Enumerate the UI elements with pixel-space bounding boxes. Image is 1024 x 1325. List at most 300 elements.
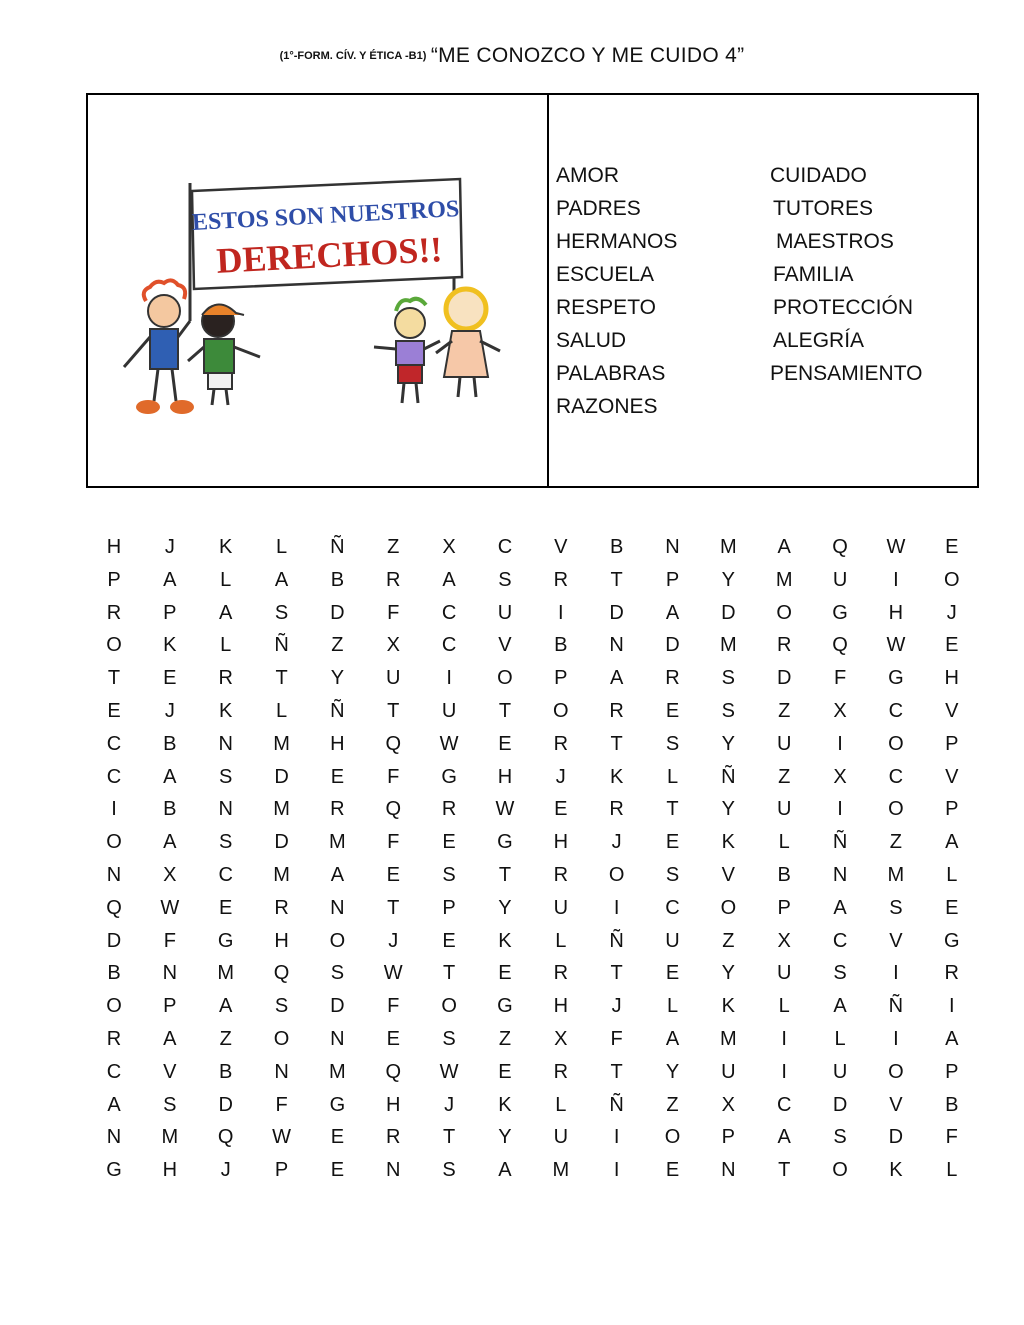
grid-letter: X xyxy=(833,699,847,722)
grid-letter: N xyxy=(832,863,848,886)
grid-letter: X xyxy=(163,863,177,886)
grid-letter: E xyxy=(665,831,680,854)
grid-letter: T xyxy=(442,1126,456,1149)
grid-row xyxy=(86,990,979,1023)
grid-letter: R xyxy=(776,634,792,657)
grid-letter: Ñ xyxy=(609,929,624,952)
grid-letter: I xyxy=(948,995,955,1018)
grid-letter: Z xyxy=(498,1027,512,1050)
grid-letter: F xyxy=(610,1027,623,1050)
word-list-item: CUIDADO xyxy=(770,164,867,187)
grid-row xyxy=(86,1089,979,1122)
grid-letter: P xyxy=(665,568,680,591)
word-list-item: PENSAMIENTO xyxy=(770,362,923,385)
word-list-item: RAZONES xyxy=(556,395,658,418)
grid-letter: W xyxy=(383,962,403,985)
grid-letter: E xyxy=(498,732,512,755)
grid-letter: J xyxy=(555,765,566,788)
grid-letter: A xyxy=(107,1093,121,1116)
grid-letter: P xyxy=(945,798,959,821)
grid-letter: C xyxy=(106,1060,122,1083)
grid-letter: V xyxy=(889,929,903,952)
grid-letter: O xyxy=(553,699,569,722)
grid-letter: Ñ xyxy=(330,699,345,722)
grid-letter: R xyxy=(386,568,401,591)
grid-letter: B xyxy=(945,1093,959,1116)
grid-letter: A xyxy=(609,667,624,690)
grid-letter: T xyxy=(666,798,679,821)
grid-letter: J xyxy=(388,929,399,952)
grid-letter: I xyxy=(558,601,564,624)
grid-letter: E xyxy=(665,962,680,985)
grid-letter: I xyxy=(893,1027,899,1050)
grid-letter: M xyxy=(720,634,737,657)
page-header xyxy=(0,44,1024,68)
page-title: “ME CONOZCO Y ME CUIDO 4” xyxy=(430,44,745,67)
grid-letter: B xyxy=(777,863,791,886)
grid-letter: U xyxy=(441,699,457,722)
grid-letter: P xyxy=(163,601,177,624)
grid-letter: E xyxy=(330,1159,345,1182)
grid-letter: A xyxy=(833,995,847,1018)
grid-letter: L xyxy=(834,1027,846,1050)
grid-row xyxy=(86,826,979,859)
grid-letter: X xyxy=(386,634,400,657)
grid-letter: Q xyxy=(217,1126,234,1149)
grid-letter: M xyxy=(720,536,737,558)
grid-letter: N xyxy=(386,1159,401,1182)
grid-letter: A xyxy=(163,1027,177,1050)
grid-letter: T xyxy=(498,863,512,886)
grid-letter: V xyxy=(554,536,568,558)
grid-letter: T xyxy=(107,667,121,690)
word-box xyxy=(86,93,979,488)
grid-letter: F xyxy=(945,1126,958,1149)
grid-letter: U xyxy=(553,1126,569,1149)
grid-letter: K xyxy=(219,699,233,722)
grid-letter: J xyxy=(611,831,622,854)
grid-letter: B xyxy=(609,536,624,558)
grid-letter: B xyxy=(554,634,568,657)
grid-letter: N xyxy=(330,1027,345,1050)
grid-letter: E xyxy=(163,667,177,690)
child-figure-1 xyxy=(124,280,194,414)
grid-letter: W xyxy=(439,1060,459,1083)
grid-letter: D xyxy=(721,601,736,624)
grid-letter: Z xyxy=(778,699,791,722)
grid-letter: G xyxy=(943,929,960,952)
grid-letter: C xyxy=(776,1093,792,1116)
grid-letter: N xyxy=(330,896,345,919)
grid-letter: A xyxy=(945,1027,959,1050)
grid-letter: M xyxy=(273,732,290,755)
grid-row xyxy=(86,564,979,597)
grid-letter: C xyxy=(665,896,680,919)
grid-letter: M xyxy=(720,1027,737,1050)
grid-letter: T xyxy=(387,896,400,919)
grid-letter: F xyxy=(387,831,400,854)
grid-letter: I xyxy=(781,1027,787,1050)
grid-letter: Y xyxy=(665,1060,680,1083)
word-list-item: TUTORES xyxy=(773,197,873,220)
grid-letter: O xyxy=(497,667,513,690)
grid-letter: Q xyxy=(273,962,290,985)
grid-letter: G xyxy=(832,601,848,624)
grid-letter: M xyxy=(775,568,793,591)
grid-row xyxy=(86,957,979,990)
grid-letter: R xyxy=(218,667,233,690)
grid-letter: U xyxy=(386,667,401,690)
grid-letter: H xyxy=(888,601,904,624)
grid-letter: Z xyxy=(219,1027,232,1050)
grid-letter: Q xyxy=(385,732,402,755)
grid-letter: L xyxy=(275,536,288,558)
grid-letter: X xyxy=(721,1093,736,1116)
grid-letter: D xyxy=(274,765,289,788)
grid-row xyxy=(86,695,979,728)
grid-letter: N xyxy=(274,1060,289,1083)
grid-letter: B xyxy=(107,962,121,985)
grid-letter: G xyxy=(497,995,513,1018)
grid-letter: E xyxy=(442,831,456,854)
grid-letter: Q xyxy=(832,536,848,558)
grid-letter: H xyxy=(162,1159,178,1182)
grid-letter: M xyxy=(329,1060,346,1083)
grid-letter: S xyxy=(833,962,847,985)
grid-letter: J xyxy=(611,995,622,1018)
grid-letter: I xyxy=(837,798,843,821)
grid-letter: E xyxy=(945,634,959,657)
grid-letter: X xyxy=(833,765,847,788)
grid-letter: R xyxy=(553,1060,569,1083)
grid-letter: T xyxy=(442,962,456,985)
grid-letter: C xyxy=(497,536,513,558)
grid-letter: E xyxy=(498,1060,512,1083)
grid-letter: T xyxy=(610,568,623,591)
grid-letter: I xyxy=(613,1126,620,1149)
grid-letter: U xyxy=(497,601,513,624)
word-list-item: PROTECCIÓN xyxy=(773,296,914,319)
grid-letter: Ñ xyxy=(330,536,345,558)
grid-letter: H xyxy=(386,1093,401,1116)
grid-letter: K xyxy=(219,536,233,558)
grid-letter: E xyxy=(386,1027,400,1050)
grid-letter: H xyxy=(553,995,569,1018)
grid-letter: H xyxy=(106,536,122,558)
grid-letter: O xyxy=(441,995,457,1018)
grid-letter: M xyxy=(161,1126,179,1149)
grid-letter: I xyxy=(893,568,899,591)
grid-letter: I xyxy=(613,1159,620,1182)
grid-letter: Q xyxy=(106,896,122,919)
grid-letter: S xyxy=(442,1027,456,1050)
grid-letter: A xyxy=(442,568,456,591)
sign-text-line1: ESTOS SON NUESTROS xyxy=(191,196,460,236)
grid-letter: P xyxy=(721,1126,736,1149)
grid-letter: A xyxy=(163,765,177,788)
grid-letter: E xyxy=(665,699,680,722)
grid-letter: T xyxy=(387,699,400,722)
subject-label: (1°-FORM. CÍV. Y ÉTICA -B1) xyxy=(279,50,427,62)
grid-letter: W xyxy=(495,798,515,821)
grid-letter: A xyxy=(330,863,345,886)
grid-letter: A xyxy=(163,831,177,854)
grid-letter: M xyxy=(273,798,290,821)
grid-letter: E xyxy=(219,896,233,919)
grid-row xyxy=(86,925,979,958)
child-figure-4 xyxy=(436,289,500,397)
grid-letter: R xyxy=(553,732,569,755)
grid-letter: J xyxy=(444,1093,455,1116)
grid-letter: S xyxy=(274,601,289,624)
grid-letter: D xyxy=(106,929,122,952)
grid-row xyxy=(86,531,979,564)
grid-letter: Ñ xyxy=(721,765,736,788)
grid-letter: E xyxy=(945,536,959,558)
grid-letter: U xyxy=(721,1060,736,1083)
grid-letter: K xyxy=(721,831,736,854)
grid-letter: K xyxy=(498,1093,512,1116)
word-list-item: HERMANOS xyxy=(556,230,678,253)
grid-letter: D xyxy=(274,831,289,854)
grid-letter: S xyxy=(219,831,233,854)
grid-letter: O xyxy=(776,601,792,624)
grid-letter: L xyxy=(666,765,679,788)
grid-letter: F xyxy=(275,1093,288,1116)
grid-letter: F xyxy=(163,929,176,952)
grid-letter: S xyxy=(665,732,680,755)
grid-letter: E xyxy=(330,765,345,788)
grid-letter: R xyxy=(106,601,122,624)
grid-letter: T xyxy=(610,732,623,755)
word-list-item: ESCUELA xyxy=(556,263,655,286)
grid-letter: C xyxy=(441,601,457,624)
grid-letter: R xyxy=(106,1027,122,1050)
grid-letter: Q xyxy=(385,1060,402,1083)
grid-letter: V xyxy=(721,863,736,886)
grid-letter: N xyxy=(162,962,178,985)
grid-letter: V xyxy=(163,1060,177,1083)
grid-letter: S xyxy=(498,568,512,591)
grid-letter: Ñ xyxy=(832,831,848,854)
grid-letter: S xyxy=(721,667,736,690)
grid-letter: I xyxy=(781,1060,787,1083)
grid-row xyxy=(86,1056,979,1089)
grid-letter: A xyxy=(219,601,233,624)
grid-letter: C xyxy=(888,699,904,722)
grid-letter: G xyxy=(441,765,457,788)
grid-letter: R xyxy=(274,896,289,919)
grid-letter: C xyxy=(888,765,904,788)
word-list-item: SALUD xyxy=(556,329,627,352)
grid-letter: K xyxy=(721,995,736,1018)
grid-letter: L xyxy=(666,995,679,1018)
grid-letter: W xyxy=(272,1126,291,1149)
grid-row xyxy=(86,597,979,630)
grid-letter: G xyxy=(217,929,234,952)
grid-letter: E xyxy=(386,863,400,886)
grid-letter: T xyxy=(275,667,288,690)
grid-letter: A xyxy=(945,831,959,854)
grid-letter: G xyxy=(329,1093,346,1116)
grid-letter: I xyxy=(111,798,117,821)
grid-row xyxy=(86,728,979,761)
grid-letter: W xyxy=(160,896,180,919)
grid-letter: W xyxy=(439,732,459,755)
grid-letter: T xyxy=(610,962,623,985)
grid-letter: M xyxy=(887,863,905,886)
grid-letter: O xyxy=(273,1027,290,1050)
grid-letter: I xyxy=(893,962,899,985)
grid-letter: L xyxy=(555,929,567,952)
grid-letter: Ñ xyxy=(274,634,289,657)
grid-letter: R xyxy=(609,798,624,821)
grid-letter: Y xyxy=(721,962,736,985)
grid-letter: K xyxy=(498,929,512,952)
grid-letter: R xyxy=(944,962,959,985)
grid-letter: C xyxy=(106,765,122,788)
grid-letter: J xyxy=(164,699,175,722)
grid-letter: Ñ xyxy=(888,995,904,1018)
grid-letter: D xyxy=(609,601,624,624)
grid-letter: A xyxy=(665,601,680,624)
grid-letter: S xyxy=(219,765,233,788)
grid-letter: S xyxy=(330,962,345,985)
grid-letter: R xyxy=(330,798,345,821)
grid-row xyxy=(86,793,979,826)
grid-letter: X xyxy=(554,1027,568,1050)
grid-letter: U xyxy=(776,798,792,821)
grid-letter: R xyxy=(553,863,569,886)
grid-letter: L xyxy=(778,831,790,854)
grid-letter: C xyxy=(218,863,233,886)
grid-letter: F xyxy=(833,667,847,690)
grid-letter: S xyxy=(665,863,680,886)
grid-letter: T xyxy=(610,1060,623,1083)
grid-letter: N xyxy=(218,732,233,755)
grid-letter: Z xyxy=(889,831,902,854)
grid-letter: P xyxy=(442,896,456,919)
grid-letter: U xyxy=(832,568,848,591)
grid-row xyxy=(86,662,979,695)
grid-row xyxy=(86,1121,979,1154)
grid-letter: L xyxy=(778,995,790,1018)
grid-letter: B xyxy=(163,798,177,821)
grid-letter: Z xyxy=(331,634,344,657)
grid-letter: N xyxy=(218,798,233,821)
grid-letter: O xyxy=(888,732,904,755)
grid-letter: J xyxy=(946,601,957,624)
grid-row xyxy=(86,761,979,794)
grid-letter: L xyxy=(275,699,288,722)
grid-letter: A xyxy=(833,896,847,919)
grid-letter: O xyxy=(888,1060,904,1083)
grid-letter: S xyxy=(889,896,903,919)
grid-row xyxy=(86,1023,979,1056)
sign-text-line2: DERECHOS!! xyxy=(215,229,444,281)
grid-letter: Ñ xyxy=(609,1093,624,1116)
grid-letter: A xyxy=(777,536,791,558)
grid-letter: J xyxy=(164,536,175,558)
grid-letter: N xyxy=(106,1126,122,1149)
grid-letter: V xyxy=(889,1093,903,1116)
grid-letter: R xyxy=(386,1126,401,1149)
grid-letter: P xyxy=(107,568,121,591)
grid-letter: E xyxy=(498,962,512,985)
grid-letter: A xyxy=(777,1126,791,1149)
grid-letter: E xyxy=(442,929,456,952)
grid-letter: Y xyxy=(330,667,345,690)
grid-row xyxy=(86,892,979,925)
grid-letter: R xyxy=(441,798,457,821)
grid-letter: H xyxy=(944,667,959,690)
grid-letter: N xyxy=(106,863,122,886)
grid-letter: J xyxy=(220,1159,231,1182)
word-list-item: PALABRAS xyxy=(556,362,666,385)
grid-letter: O xyxy=(943,568,960,591)
grid-letter: O xyxy=(720,896,737,919)
grid-letter: O xyxy=(106,831,122,854)
grid-letter: O xyxy=(664,1126,681,1149)
grid-letter: P xyxy=(554,667,568,690)
grid-letter: O xyxy=(329,929,346,952)
grid-letter: C xyxy=(441,634,457,657)
grid-letter: X xyxy=(777,929,791,952)
grid-letter: F xyxy=(387,995,400,1018)
grid-letter: O xyxy=(888,798,904,821)
grid-letter: E xyxy=(107,699,121,722)
grid-letter: S xyxy=(721,699,736,722)
grid-letter: Q xyxy=(385,798,402,821)
grid-letter: M xyxy=(329,831,346,854)
word-list-item: AMOR xyxy=(556,164,619,187)
grid-letter: R xyxy=(553,962,569,985)
grid-letter: V xyxy=(498,634,512,657)
word-search-grid xyxy=(86,531,979,1187)
grid-letter: C xyxy=(832,929,848,952)
grid-letter: H xyxy=(330,732,345,755)
word-list-item: ALEGRÍA xyxy=(773,329,865,352)
grid-letter: D xyxy=(776,667,792,690)
grid-letter: W xyxy=(886,536,906,558)
word-list-item: RESPETO xyxy=(556,296,656,319)
grid-letter: L xyxy=(946,1159,958,1182)
grid-letter: U xyxy=(832,1060,848,1083)
grid-letter: D xyxy=(330,601,345,624)
grid-letter: H xyxy=(274,929,289,952)
grid-letter: B xyxy=(219,1060,233,1083)
grid-letter: Q xyxy=(832,634,848,657)
grid-letter: P xyxy=(945,732,959,755)
grid-letter: P xyxy=(163,995,177,1018)
grid-letter: I xyxy=(613,896,620,919)
grid-letter: Z xyxy=(722,929,735,952)
grid-letter: K xyxy=(889,1159,903,1182)
grid-letter: G xyxy=(888,667,904,690)
grid-letter: K xyxy=(163,634,177,657)
grid-row xyxy=(86,1154,979,1187)
grid-letter: A xyxy=(163,568,177,591)
grid-letter: O xyxy=(832,1159,848,1182)
grid-letter: N xyxy=(665,536,680,558)
grid-letter: N xyxy=(609,634,624,657)
grid-letter: B xyxy=(330,568,345,591)
grid-letter: O xyxy=(106,995,122,1018)
grid-letter: F xyxy=(387,601,400,624)
grid-letter: A xyxy=(219,995,233,1018)
grid-letter: H xyxy=(553,831,569,854)
grid-letter: A xyxy=(665,1027,680,1050)
